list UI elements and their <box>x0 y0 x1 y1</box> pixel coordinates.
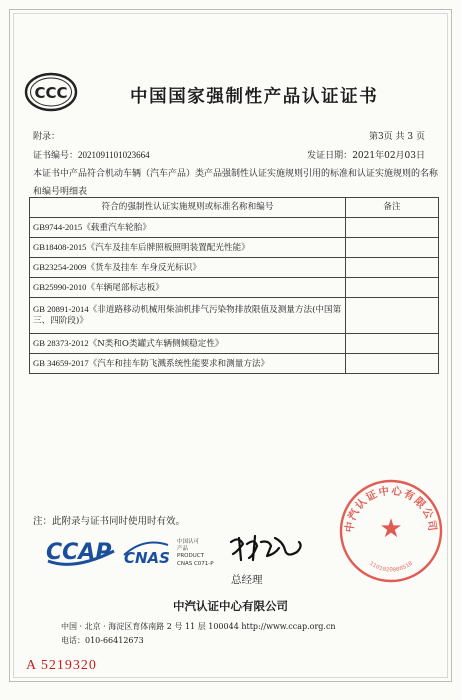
cnas-caption-2: 产品 <box>177 546 189 552</box>
page-title: 中国国家强制性产品认证证书 <box>130 87 379 107</box>
standard-code: GB9744-2015 <box>33 221 83 232</box>
cnas-caption-4: CNAS C071-P <box>177 561 214 567</box>
seal-text: 中汽认证中心有限公司 <box>343 484 439 534</box>
table-row <box>30 354 439 374</box>
svg-text:1101020006518 <box>368 559 414 573</box>
table-row <box>30 258 439 278</box>
issue-date-value: 2021年02月03日 <box>352 151 425 161</box>
table-row <box>30 298 439 334</box>
remark-cell <box>345 298 438 334</box>
address: 中国 · 北京 · 海淀区育体南路 2 号 11 层 100044 http://www.ccap.org.cn <box>61 622 336 631</box>
organization-name: 中汽认证中心有限公司 <box>173 599 288 613</box>
standard-name: 《载重汽车轮胎》 <box>82 222 151 233</box>
remark-cell <box>345 278 438 298</box>
remark-cell <box>345 354 438 374</box>
signer-title: 总经理 <box>231 574 263 586</box>
table-row <box>30 278 439 298</box>
standard-name: 《N类和O类罐式车辆侧倾稳定性》 <box>88 338 224 349</box>
remark-cell <box>345 258 438 278</box>
standard-code: GB18408-2015 <box>33 241 87 252</box>
standard-code: GB25990-2010 <box>33 281 87 292</box>
header-remark: 备注 <box>345 198 438 218</box>
cert-no-value: 2021091101023664 <box>78 150 150 160</box>
standard-code: GB23254-2009 <box>33 261 87 272</box>
serial-number: A 5219320 <box>26 658 97 673</box>
table-row <box>30 218 439 238</box>
page-info: 第3页 共 3 页 <box>368 132 425 142</box>
cnas-logo-text: CNAS <box>124 549 170 567</box>
cnas-caption-1: 中国认可 <box>177 539 200 545</box>
ccc-logo <box>24 72 78 112</box>
standards-table <box>29 197 439 374</box>
table-row <box>30 238 439 258</box>
standard-name: 《汽车及挂车后牌照板照明装置配光性能》 <box>86 242 250 253</box>
ccap-logo <box>40 537 124 571</box>
remark-cell <box>345 238 438 258</box>
attachment-label: 附录： <box>33 132 61 142</box>
validity-note: 注：此附录与证书同时使用时有效。 <box>33 516 186 527</box>
table-header-row <box>30 198 439 218</box>
ccap-logo-text: CCAP <box>46 540 112 565</box>
star-icon: ★ <box>379 514 403 544</box>
seal-number: 1101020006518 <box>368 559 414 574</box>
phone: 电话：010-66412673 <box>61 636 144 645</box>
standard-name: 《货车及挂车 车身反光标识》 <box>86 262 201 273</box>
remark-cell <box>345 218 438 238</box>
standard-name: 《非道路移动机械用柴油机排气污染物排放限值及测量方法(中国第三、四阶段)》 <box>33 305 342 326</box>
company-seal <box>337 477 445 585</box>
cert-no-label: 证书编号： <box>33 151 79 161</box>
standard-name: 《汽车和挂车防飞溅系统性能要求和测量方法》 <box>88 358 270 369</box>
issue-date-label: 发证日期： <box>307 151 353 161</box>
standard-code: GB 34659-2017 <box>33 357 89 368</box>
cnas-logo <box>122 535 222 573</box>
remark-cell <box>345 334 438 354</box>
header-standard: 符合的强制性认证实施规则或标准名称和编号 <box>30 198 346 218</box>
standard-code: GB 20891-2014 <box>33 304 89 314</box>
description: 本证书中产品符合机动车辆（汽车产品）类产品强制性认证实施规则引用的标准和认证实施规则的名称和编号明细表 <box>33 169 439 197</box>
standard-code: GB 28373-2012 <box>33 337 89 348</box>
cert-no <box>33 148 150 161</box>
cnas-caption-3: PRODUCT <box>177 553 204 559</box>
table-row <box>30 334 439 354</box>
signature <box>227 532 307 564</box>
ccc-logo-text: CCC <box>34 84 68 102</box>
standard-name: 《车辆尾部标志板》 <box>86 282 164 293</box>
issue-date <box>307 148 425 161</box>
